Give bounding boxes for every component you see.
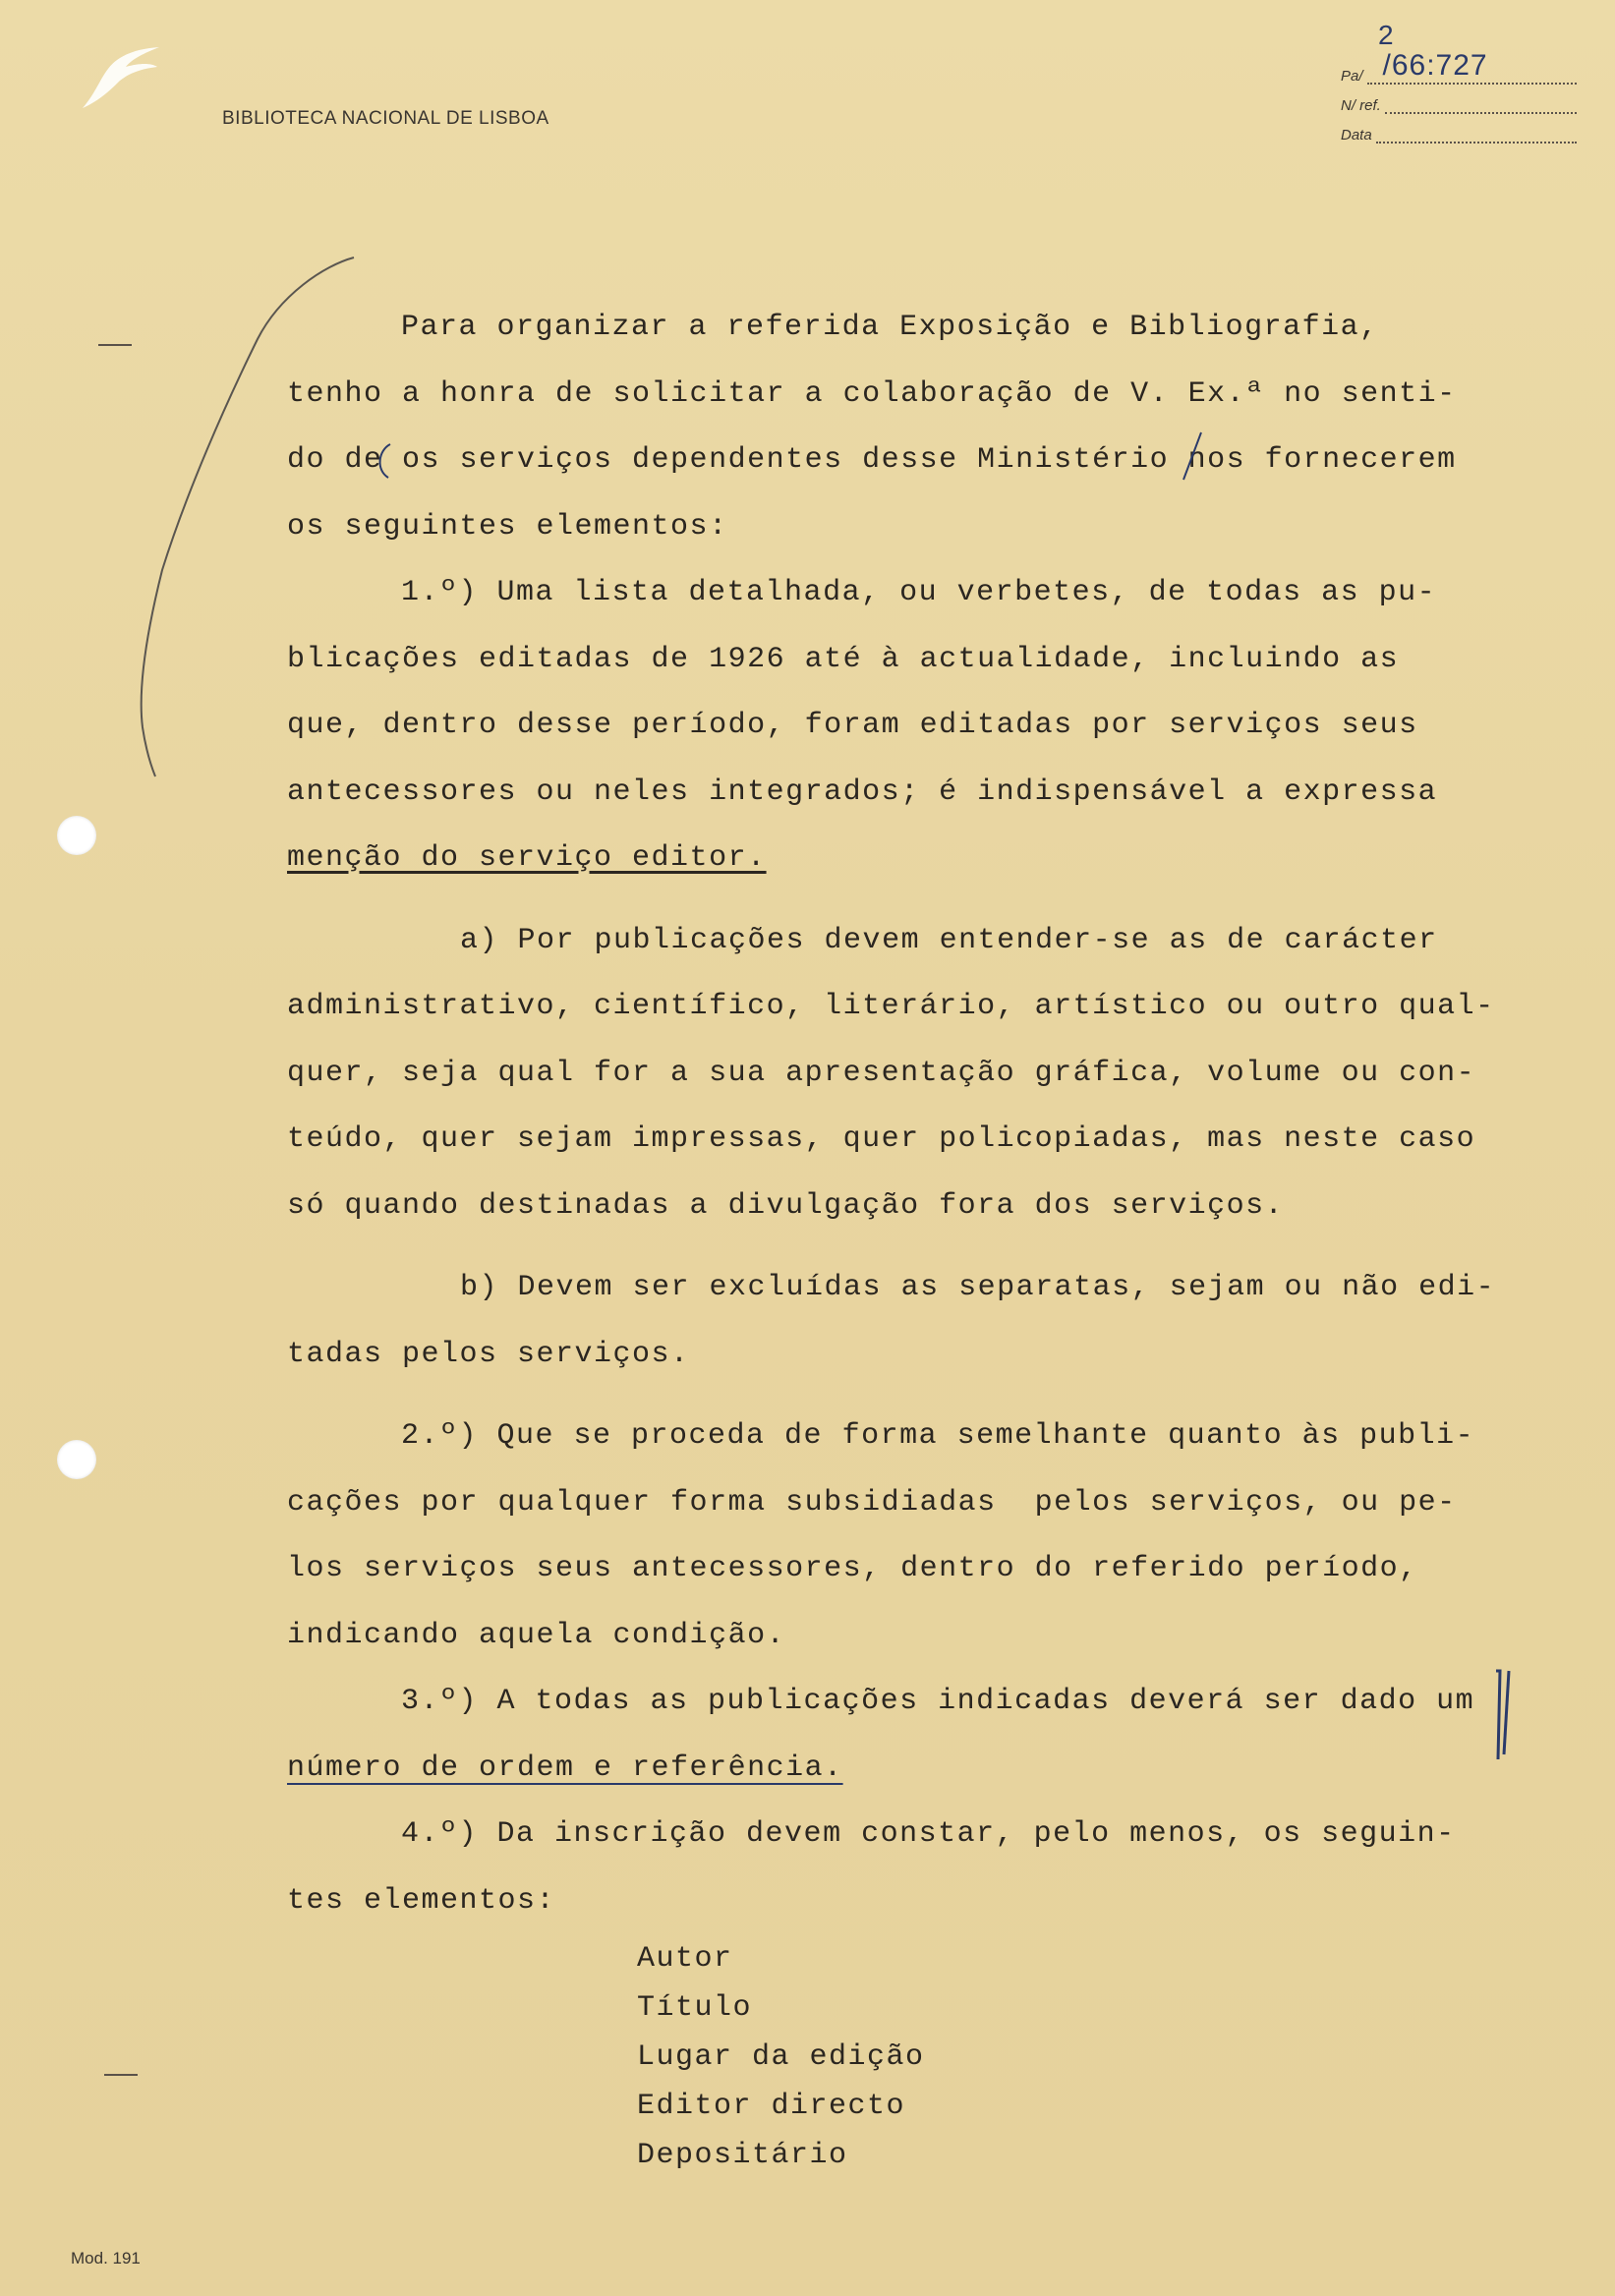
paragraph-gap [287,892,1526,908]
text-line: 1.º) Uma lista detalhada, ou verbetes, de todas as pu- [401,576,1437,609]
text-line: os seguintes elementos: [287,509,728,544]
text-line: que, dentro desse período, foram editadas por serviços seus [287,709,1418,742]
text-line: teúdo, quer sejam impressas, quer policopiadas, mas neste caso [287,1122,1476,1156]
text-line: 2.º) Que se proceda de forma semelhante quanto às publi- [401,1419,1475,1453]
ref-label-nref: N/ ref. [1341,97,1381,114]
hand-underlined-text: número de ordem e referência. [287,1751,843,1785]
text-line: quer, seja qual for a sua apresentação gráfica, volume ou con- [287,1056,1476,1090]
list-item: Editor directo [637,2090,906,2123]
ref-row-pa [1341,49,1577,85]
text-line: Para organizar a referida Exposição e Bibliografia, [401,311,1379,344]
text-line: los serviços seus antecessores, dentro do referido período, [287,1552,1418,1585]
text-line-hand-underlined [287,1736,1526,1803]
paragraph-gap [287,1388,1526,1404]
text-line: antecessores ou neles integrados; é indispensável a expressa [287,775,1438,809]
fold-mark [104,2074,138,2076]
ref-dots [1385,98,1577,114]
punch-hole [57,1440,96,1479]
ref-label-pa: Pa/ [1341,68,1363,85]
text-line: tadas pelos serviços. [287,1337,690,1371]
text-line: 3.º) A todas as publicações indicadas deverá ser dado um [401,1685,1475,1718]
ref-row-nref [1341,85,1577,114]
text-line: b) Devem ser excluídas as separatas, sejam ou não edi- [460,1271,1496,1304]
ref-label-data: Data [1341,127,1372,144]
paragraph-gap [287,1239,1526,1255]
text-line: a) Por publicações devem entender-se as de carácter [460,923,1438,957]
text-line: só quando destinadas a divulgação fora dos serviços. [287,1188,1285,1223]
list-item: Depositário [637,2139,848,2172]
text-line: indicando aquela condição. [287,1618,786,1652]
library-logo [71,39,169,118]
handwritten-reference: /66:727 [1382,49,1488,82]
elements-list [287,1934,1526,2180]
text-line: 4.º) Da inscrição devem constar, pelo menos, os seguin- [401,1817,1456,1851]
ref-row-data [1341,114,1577,144]
list-item: Título [637,1991,753,2025]
text-line-underlined [287,826,1526,892]
text-line: tenho a honra de solicitar a colaboração de V. Ex.ª no senti- [287,376,1457,411]
handwritten-mark: 2 [1378,20,1394,50]
punch-hole [57,816,96,855]
text-line: blicações editadas de 1926 até à actualidade, incluindo as [287,642,1400,676]
ref-dots [1367,49,1577,85]
list-item: Autor [637,1942,733,1976]
ref-dots [1376,128,1577,144]
text-line: cações por qualquer forma subsidiadas pelos serviços, ou pe- [287,1485,1457,1520]
underlined-text: menção do serviço editor. [287,841,767,875]
text-line: tes elementos: [287,1883,556,1918]
list-item: Lugar da edição [637,2040,925,2074]
institution-name: BIBLIOTECA NACIONAL DE LISBOA [222,108,549,129]
fold-mark [98,344,132,346]
letter-body [287,295,1526,2180]
text-line: do de os serviços dependentes desse Ministério nos fornecerem [287,443,1457,477]
form-number: Mod. 191 [71,2249,141,2267]
text-line: administrativo, científico, literário, artístico ou outro qual- [287,990,1495,1023]
reference-block [1341,49,1577,144]
